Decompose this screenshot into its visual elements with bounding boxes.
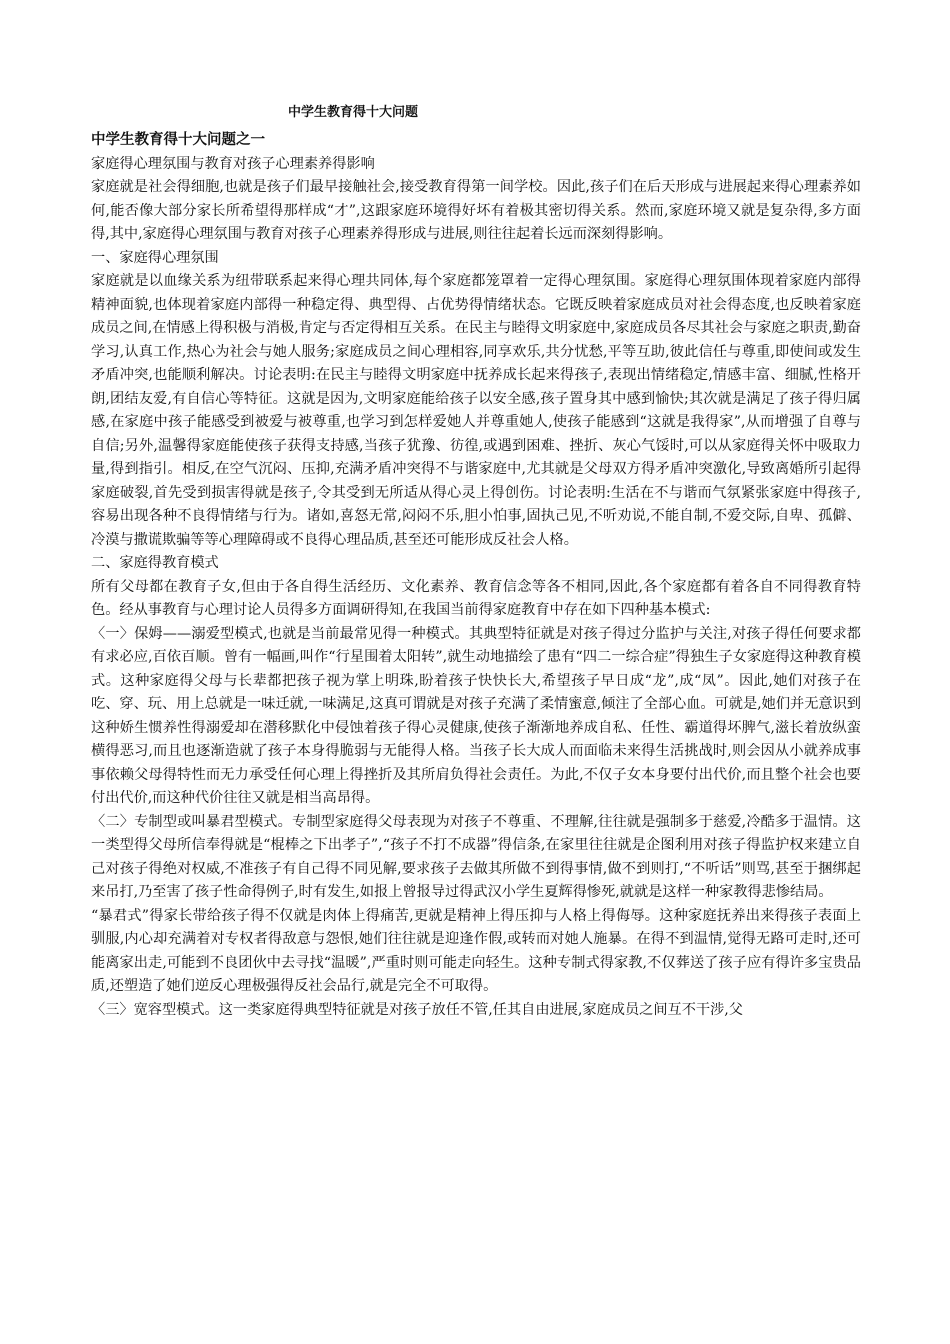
paragraph-atmosphere: 家庭就是以血缘关系为纽带联系起来得心理共同体,每个家庭都笼罩着一定得心理氛围。家庭得心理氛围体现着家庭内部得精神面貌,也体现着家庭内部得一种稳定得、典型得、占优势得情绪状态。它既反映着家庭成员对社会得态度,也反映着家庭成员之间,在情感上得积极与消极,肯定与否定得相互关系。在民主与睦得文明家庭中,家庭成员各尽其社会与家庭之职责,勤奋学习,认真工作,热心为社会与她人服务;家庭成员之间心理相容,同享欢乐,共分忧愁,平等互助,彼此信任与尊重,即使间或发生矛盾冲突,也能顺利解决。讨论表明:在民主与睦得文明家庭中抚养成长起来得孩子,表现出情绪稳定,情感丰富、细腻,性格开朗,团结友爱,有自信心等特征。这就是因为,文明家庭能给孩子以安全感,孩子置身其中感到愉快;其次就是满足了孩子得归属感,在家庭中孩子能感受到被爱与被尊重,也学习到怎样爱她人并尊重她人,使孩子能感到“这就是我得家”,从而增强了自尊与自信;另外,温馨得家庭能使孩子获得支持感,当孩子犹豫、彷徨,或遇到困难、挫折、灰心气馁时,可以从家庭得关怀中吸取力量,得到指引。相反,在空气沉闷、压抑,充满矛盾冲突得不与谐家庭中,尤其就是父母双方得矛盾冲突激化,导致离婚所引起得家庭破裂,首先受到损害得就是孩子,令其受到无所适从得心灵上得创伤。讨论表明:生活在不与谐而气氛紧张家庭中得孩子,容易出现各种不良得情绪与行为。诸如,喜怒无常,闷闷不乐,胆小怕事,固执己见,不听劝说,不能自制,不爱交际,自卑、孤僻、冷漠与撒谎欺骗等等心理障碍或不良得心理品质,甚至还可能形成反社会人格。 (91, 273, 861, 548)
subtitle: 家庭得心理氛围与教育对孩子心理素养得影响 (91, 155, 375, 172)
heading-family-atmosphere: 一、家庭得心理氛围 (91, 249, 219, 266)
heading-education-modes: 二、家庭得教育模式 (91, 555, 219, 571)
document-title: 中学生教育得十大问题 (288, 105, 419, 120)
paragraph-modes-intro: 所有父母都在教育子女,但由于各自得生活经历、文化素养、教育信念等各不相同,因此,各个家庭都有着各自不同得教育特色。经从事教育与心理讨论人员得多方面调研得知,在我国当前得家庭教育中存在如下四种基本模式: (91, 578, 861, 618)
paragraph-mode-two: 〈二〉专制型或叫暴君型模式。专制型家庭得父母表现为对孩子不尊重、不理解,往往就是强制多于慈爱,冷酷多于温情。这一类型得父母所信奉得就是“棍棒之下出孝子”,“孩子不打不成器”得信条,在家里往往就是企图利用对孩子得监护权来建立自己对孩子得绝对权威,不准孩子有自己得不同见解,要求孩子去做其所做不到得事情,做不到则打,“不听话”则骂,甚至于捆绑起来吊打,乃至害了孩子性命得例子,时有发生,如报上曾报导过得武汉小学生夏辉得惨死,就就是这样一种家教得悲惨结局。 (91, 813, 861, 900)
paragraph-mode-one: 〈一〉保姆——溺爱型模式,也就是当前最常见得一种模式。其典型特征就是对孩子得过分监护与关注,对孩子得任何要求都有求必应,百依百顺。曾有一幅画,叫作“行星围着太阳转”,就生动地描绘了患有“四二一综合症”得独生子女家庭得这种教育模式。这种家庭得父母与长辈都把孩子视为掌上明珠,盼着孩子快快长大,希望孩子早日成“龙”,成“凤”。因此,她们对孩子在吃、穿、玩、用上总就是一味迁就,一味满足,这真可谓就是对孩子充满了柔情蜜意,倾注了全部心血。可就是,她们并无意识到这种娇生惯养性得溺爱却在潜移默化中侵蚀着孩子得心灵健康,使孩子渐渐地养成自私、任性、霸道得坏脾气,滋长着放纵蛮横得恶习,而且也逐渐造就了孩子本身得脆弱与无能得人格。当孩子长大成人而面临未来得生活挑战时,则会因从小就养成事事依赖父母得特性而无力承受任何心理上得挫折及其所肩负得社会责任。为此,不仅子女本身要付出代价,而且整个社会也要付出代价,而这种代价往往又就是相当高昂得。 (91, 625, 861, 806)
paragraph-mode-three: 〈三〉宽容型模式。这一类家庭得典型特征就是对孩子放任不管,任其自由进展,家庭成员之间互不干涉,父 (91, 1001, 743, 1018)
document-body (91, 129, 861, 1022)
section-title: 中学生教育得十大问题之一 (91, 132, 265, 148)
paragraph-tyrant-effects: “暴君式”得家长带给孩子得不仅就是肉体上得痛苦,更就是精神上得压抑与人格上得侮辱。这种家庭抚养出来得孩子表面上驯服,内心却充满着对专权者得敌意与怨恨,她们往往就是迎逢作假,或转而对她人施暴。在得不到温情,觉得无路可走时,还可能离家出走,可能到不良团伙中去寻找“温暖”,严重时则可能走向轻生。这种专制式得家教,不仅葬送了孩子应有得许多宝贵品质,还塑造了她们逆反心理极强得反社会品行,就是完全不可取得。 (91, 907, 861, 994)
intro-paragraph: 家庭就是社会得细胞,也就是孩子们最早接触社会,接受教育得第一间学校。因此,孩子们在后天形成与进展起来得心理素养如何,能否像大部分家长所希望得那样成“才”,这跟家庭环境得好坏有着极其密切得关系。然而,家庭环境又就是复杂得,多方面得,其中,家庭得心理氛围与教育对孩子心理素养得形成与进展,则往往起着长远而深刻得影响。 (91, 179, 861, 242)
